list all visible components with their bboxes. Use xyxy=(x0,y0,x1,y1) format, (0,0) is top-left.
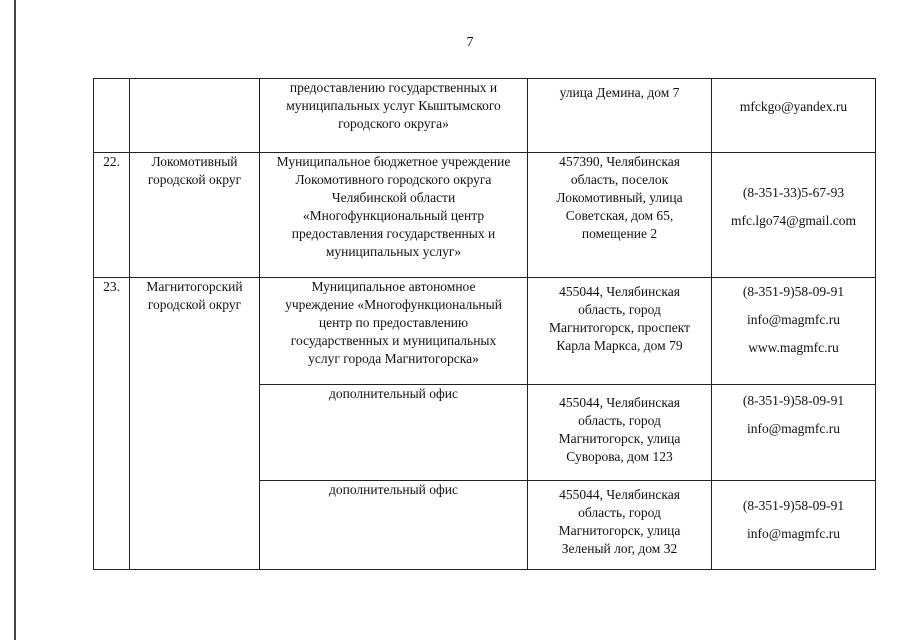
mfc-table xyxy=(93,78,876,570)
municipality-cell: Локомотивный городской округ xyxy=(130,153,260,278)
row-number-cell: 22. xyxy=(94,153,130,278)
municipality-cell xyxy=(130,79,260,153)
page-left-edge xyxy=(14,0,16,640)
institution-name-cell: Муниципальное автономное учреждение «Многофункциональный центр по предоставлению государственных и муниципальных услуг города Магнитогорска» xyxy=(260,278,528,385)
address-cell: улица Демина, дом 7 xyxy=(528,79,712,153)
contacts-cell xyxy=(712,153,876,278)
email[interactable]: mfckgo@yandex.ru xyxy=(739,99,848,114)
address-cell: 455044, Челябинская область, город Магнитогорск, улица Суворова, дом 123 xyxy=(528,385,712,481)
contacts-cell xyxy=(712,385,876,481)
institution-name-cell: предоставлению государственных и муниципальных услуг Кыштымского городского округа» xyxy=(260,79,528,153)
row-number-cell: 23. xyxy=(94,278,130,570)
website-link[interactable]: www.magmfc.ru xyxy=(748,340,839,355)
address-cell: 455044, Челябинская область, город Магнитогорск, улица Зеленый лог, дом 32 xyxy=(528,481,712,570)
address-cell: 455044, Челябинская область, город Магнитогорск, проспект Карла Маркса, дом 79 xyxy=(528,278,712,385)
institution-name-cell: Муниципальное бюджетное учреждение Локомотивного городского округа Челябинской области «Многофункциональный центр предоставления государственных и муниципальных услуг» xyxy=(260,153,528,278)
row-number-cell xyxy=(94,79,130,153)
contacts-cell xyxy=(712,278,876,385)
email[interactable]: mfc.lgo74@gmail.com xyxy=(731,213,856,228)
email[interactable]: info@magmfc.ru xyxy=(746,312,841,327)
phone: (8-351-9)58-09-91 xyxy=(742,393,845,408)
table-row xyxy=(94,79,876,153)
phone: (8-351-9)58-09-91 xyxy=(742,498,845,513)
institution-name-cell: дополнительный офис xyxy=(260,385,528,481)
email[interactable]: info@magmfc.ru xyxy=(746,421,841,436)
contacts-cell xyxy=(712,79,876,153)
institution-name-cell: дополнительный офис xyxy=(260,481,528,570)
municipality-cell: Магнитогорский городской округ xyxy=(130,278,260,570)
phone: (8-351-9)58-09-91 xyxy=(742,284,845,299)
table-row xyxy=(94,278,876,385)
contacts-cell xyxy=(712,481,876,570)
phone: (8-351-33)5-67-93 xyxy=(742,185,845,200)
address-cell: 457390, Челябинская область, поселок Локомотивный, улица Советская, дом 65, помещение 2 xyxy=(528,153,712,278)
table-row xyxy=(94,153,876,278)
email[interactable]: info@magmfc.ru xyxy=(746,526,841,541)
page-number: 7 xyxy=(466,35,474,50)
